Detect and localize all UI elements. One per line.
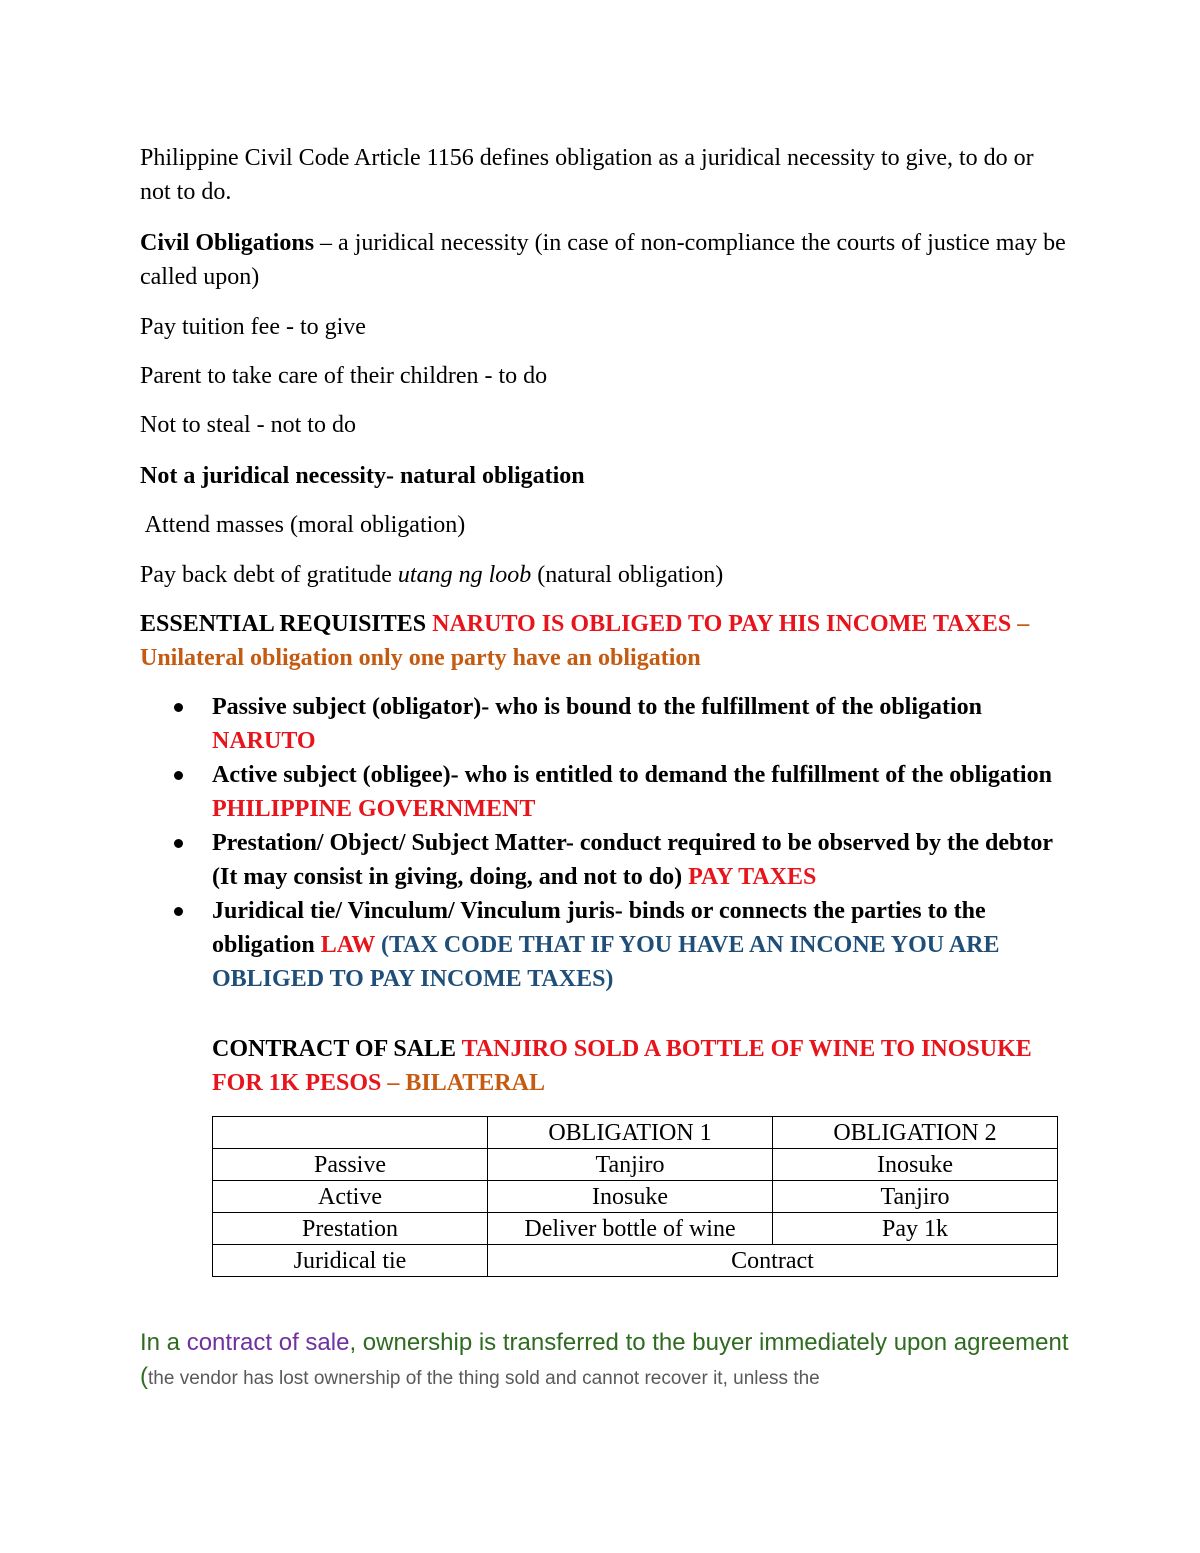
bullet-icon xyxy=(174,703,183,712)
requisite-passive-subject xyxy=(140,690,1080,758)
table-row xyxy=(213,1213,1058,1245)
natural-obligation-heading: Not a juridical necessity- natural obligation xyxy=(140,463,585,489)
requisite-text: Prestation/ Object/ Subject Matter- conduct required to be observed by the debtor (It may consist in giving, doing, and not to do) xyxy=(212,830,1053,890)
bullet-icon xyxy=(174,907,183,916)
table-header-row xyxy=(213,1117,1058,1149)
table-row xyxy=(213,1149,1058,1181)
requisite-juridical-tie xyxy=(140,894,1080,996)
table-row xyxy=(213,1181,1058,1213)
contract-of-sale-heading xyxy=(212,1032,1072,1100)
essential-example: NARUTO IS OBLIGED TO PAY HIS INCOME TAXES xyxy=(432,611,1012,637)
example-give: Pay tuition fee - to give xyxy=(140,314,366,340)
civil-obligations-term: Civil Obligations xyxy=(140,230,315,256)
sale-heading-text: CONTRACT OF SALE xyxy=(212,1036,462,1062)
bullet-icon xyxy=(174,771,183,780)
table-cell: Active xyxy=(213,1181,488,1213)
sale-example: TANJIRO SOLD A BOTTLE OF WINE TO INOSUKE FOR 1K PESOS xyxy=(212,1036,1032,1096)
intro-paragraph: Philippine Civil Code Article 1156 defines obligation as a juridical necessity to give, to do or not to do. xyxy=(140,145,1034,205)
essential-requisites-heading xyxy=(140,607,1070,675)
contract-of-sale-term: contract of sale xyxy=(186,1329,350,1356)
essential-heading-text: ESSENTIAL REQUISITES xyxy=(140,611,433,637)
closing-paragraph xyxy=(140,1326,1070,1396)
tax-code-note: (TAX CODE THAT IF YOU HAVE AN INCONE YOU ARE OBLIGED TO PAY INCOME TAXES) xyxy=(212,932,1000,992)
bilateral-label: – BILATERAL xyxy=(381,1070,545,1096)
moral-obligation-example: Attend masses (moral obligation) xyxy=(140,512,466,538)
bullet-icon xyxy=(174,839,183,848)
table-cell: Passive xyxy=(213,1149,488,1181)
gratitude-note: (natural obligation) xyxy=(531,562,724,588)
table-cell: Inosuke xyxy=(773,1149,1058,1181)
requisite-example: PHILIPPINE GOVERNMENT xyxy=(212,796,536,822)
obligation-table xyxy=(212,1116,1058,1277)
civil-obligations-paragraph xyxy=(140,226,1070,294)
example-do: Parent to take care of their children - to do xyxy=(140,363,548,389)
requisite-example: LAW xyxy=(320,932,375,958)
table-cell: Juridical tie xyxy=(213,1245,488,1277)
table-header-cell xyxy=(213,1117,488,1149)
requisite-text: Passive subject (obligator)- who is bound to the fulfillment of the obligation xyxy=(212,694,983,720)
utang-ng-loob: utang ng loob xyxy=(397,562,532,588)
requisite-active-subject xyxy=(140,758,1080,826)
unilateral-note: – Unilateral obligation only one party have an obligation xyxy=(140,611,1030,671)
table-header-cell: OBLIGATION 2 xyxy=(773,1117,1058,1149)
table-cell: Deliver bottle of wine xyxy=(488,1213,773,1245)
example-not-do: Not to steal - not to do xyxy=(140,412,356,438)
requisite-example: NARUTO xyxy=(212,728,316,754)
table-cell: Tanjiro xyxy=(488,1149,773,1181)
table-cell-merged: Contract xyxy=(488,1245,1058,1277)
civil-obligations-definition: – a juridical necessity (in case of non-compliance the courts of justice may be called upon) xyxy=(140,230,1066,290)
requisites-list xyxy=(140,690,1080,996)
table-header-cell: OBLIGATION 1 xyxy=(488,1117,773,1149)
table-cell: Pay 1k xyxy=(773,1213,1058,1245)
closing-small-text: the vendor has lost ownership of the thing sold and cannot recover it, unless the xyxy=(148,1368,820,1389)
gratitude-text: Pay back debt of gratitude xyxy=(140,562,398,588)
table-cell: Prestation xyxy=(213,1213,488,1245)
table-cell: Tanjiro xyxy=(773,1181,1058,1213)
closing-pre: In a xyxy=(140,1329,187,1356)
natural-obligation-example xyxy=(140,558,1070,592)
table-cell: Inosuke xyxy=(488,1181,773,1213)
requisite-prestation xyxy=(140,826,1080,894)
requisite-text: Active subject (obligee)- who is entitled to demand the fulfillment of the obligation xyxy=(212,762,1052,788)
requisite-example: PAY TAXES xyxy=(688,864,817,890)
table-row xyxy=(213,1245,1058,1277)
closing-mid: , ownership is transferred to the buyer immediately upon agreement ( xyxy=(140,1329,1069,1390)
requisite-text: Juridical tie/ Vinculum/ Vinculum juris- binds or connects the parties to the obligation xyxy=(212,898,986,958)
